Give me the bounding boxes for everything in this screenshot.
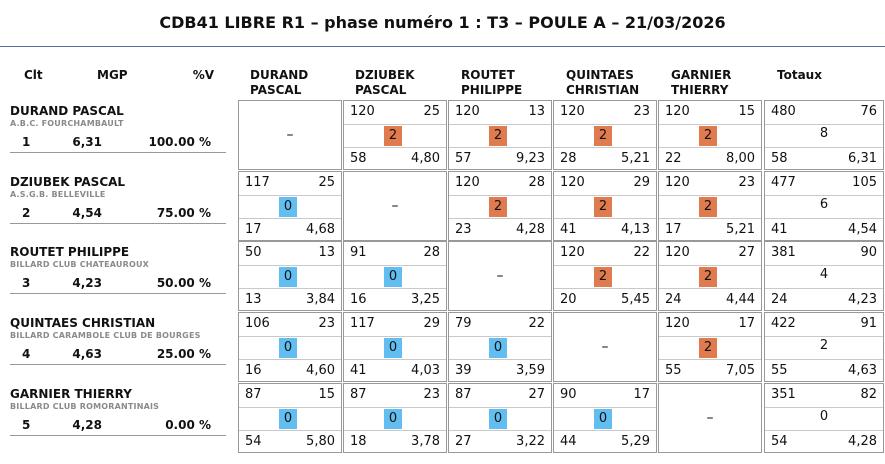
player-underline [10,293,226,294]
match-points-scored: 87 [350,387,367,402]
match-cell [553,383,657,453]
match-cell [343,241,447,311]
match-average: 4,80 [411,151,440,166]
match-innings: 22 [633,245,650,260]
player-rank: 3 [22,276,31,290]
self-match-cell [448,241,552,311]
match-result-band [344,265,446,289]
match-high-run: 18 [350,434,367,449]
self-match-cell [343,171,447,241]
match-points-scored: 87 [455,387,472,402]
total-average: 4,23 [848,292,877,307]
self-match-cell [658,383,762,453]
match-average: 4,60 [306,363,335,378]
header-mgp: MGP [97,68,128,82]
page-title: CDB41 LIBRE R1 – phase numéro 1 : T3 – POULE A – 21/03/2026 [159,13,726,32]
total-match-points-band [765,195,883,219]
header-col-1 [250,68,308,98]
totals-cell [764,383,884,453]
match-innings: 17 [738,316,755,331]
match-points-scored: 91 [350,245,367,260]
match-result-band [449,195,551,219]
player-row-info [0,312,238,382]
self-match-cell [553,312,657,382]
loss-points-badge: 0 [489,338,507,358]
match-points-scored: 120 [665,245,690,260]
match-cell [343,100,447,170]
total-match-points-band [765,265,883,289]
match-average: 5,80 [306,434,335,449]
match-high-run: 27 [455,434,472,449]
empty-dash: – [496,268,504,284]
total-innings: 76 [860,104,877,119]
header-col-3 [461,68,522,98]
header-clt: Clt [24,68,43,82]
header-col-4 [566,68,639,98]
player-club: BILLARD CARAMBOLE CLUB DE BOURGES [10,331,201,340]
player-mgp: 6,31 [72,135,102,149]
match-cell [658,171,762,241]
player-rank: 5 [22,418,31,432]
total-match-points-band [765,407,883,431]
empty-dash: – [706,410,714,426]
match-result-band [449,124,551,148]
match-high-run: 41 [560,222,577,237]
header-totaux: Totaux [777,68,822,82]
match-high-run: 58 [350,151,367,166]
header-col-5 [671,68,731,98]
player-rank: 2 [22,206,31,220]
match-points-scored: 106 [245,316,270,331]
player-underline [10,223,226,224]
player-name: ROUTET PHILIPPE [10,245,130,259]
match-cell [448,171,552,241]
match-high-run: 20 [560,292,577,307]
player-win-percentage: 0.00 % [165,418,211,432]
match-average: 4,03 [411,363,440,378]
match-innings: 17 [633,387,650,402]
match-high-run: 24 [665,292,682,307]
match-average: 5,21 [621,151,650,166]
loss-points-badge: 0 [594,409,612,429]
player-club: A.B.C. FOURCHAMBAULT [10,119,124,128]
match-innings: 23 [318,316,335,331]
match-innings: 29 [423,316,440,331]
match-high-run: 57 [455,151,472,166]
match-high-run: 28 [560,151,577,166]
match-result-band [344,124,446,148]
loss-points-badge: 0 [279,197,297,217]
win-points-badge: 2 [594,126,612,146]
totals-cell [764,312,884,382]
match-result-band [659,265,761,289]
match-average: 3,25 [411,292,440,307]
match-average: 3,22 [516,434,545,449]
match-cell [553,241,657,311]
player-mgp: 4,54 [72,206,102,220]
match-average: 9,23 [516,151,545,166]
loss-points-badge: 0 [384,409,402,429]
match-cell [238,241,342,311]
total-innings: 90 [860,245,877,260]
match-average: 5,21 [726,222,755,237]
match-high-run: 17 [665,222,682,237]
match-high-run: 23 [455,222,472,237]
match-points-scored: 120 [665,104,690,119]
match-innings: 29 [633,175,650,190]
match-average: 8,00 [726,151,755,166]
total-points: 477 [771,175,796,190]
match-average: 3,59 [516,363,545,378]
match-high-run: 16 [245,363,262,378]
total-innings: 82 [860,387,877,402]
match-innings: 27 [528,387,545,402]
match-points-scored: 120 [455,104,480,119]
match-average: 5,45 [621,292,650,307]
empty-dash: – [286,127,294,143]
title-divider [0,46,885,47]
match-cell [448,100,552,170]
win-points-badge: 2 [594,267,612,287]
total-average: 4,54 [848,222,877,237]
match-innings: 25 [423,104,440,119]
header-col-5-line1: GARNIER [671,68,732,82]
total-high-run: 58 [771,151,788,166]
match-points-scored: 120 [350,104,375,119]
win-points-badge: 2 [489,197,507,217]
win-points-badge: 2 [699,197,717,217]
total-match-points: 8 [819,126,829,141]
match-cell [343,312,447,382]
match-points-scored: 120 [560,104,585,119]
match-high-run: 55 [665,363,682,378]
match-points-scored: 117 [350,316,375,331]
empty-dash: – [601,339,609,355]
total-high-run: 24 [771,292,788,307]
match-innings: 25 [318,175,335,190]
match-cell [658,100,762,170]
match-points-scored: 120 [455,175,480,190]
match-high-run: 22 [665,151,682,166]
player-win-percentage: 100.00 % [148,135,211,149]
header-col-1-line2: PASCAL [250,83,302,97]
loss-points-badge: 0 [279,267,297,287]
player-win-percentage: 50.00 % [156,276,211,290]
total-match-points: 0 [819,409,829,424]
player-name: DZIUBEK PASCAL [10,175,126,189]
total-points: 381 [771,245,796,260]
totals-cell [764,100,884,170]
match-average: 3,78 [411,434,440,449]
match-innings: 13 [528,104,545,119]
match-high-run: 54 [245,434,262,449]
match-points-scored: 117 [245,175,270,190]
match-result-band [239,336,341,360]
win-points-badge: 2 [699,267,717,287]
match-average: 4,13 [621,222,650,237]
match-innings: 13 [318,245,335,260]
match-average: 4,68 [306,222,335,237]
match-result-band [344,407,446,431]
total-innings: 105 [852,175,877,190]
match-points-scored: 90 [560,387,577,402]
match-average: 4,44 [726,292,755,307]
loss-points-badge: 0 [279,338,297,358]
match-result-band [344,336,446,360]
header-pct-victories: %V [192,68,214,82]
header-col-3-line1: ROUTET [461,68,515,82]
match-cell [553,171,657,241]
header-col-4-line2: CHRISTIAN [566,83,640,97]
match-cell [238,312,342,382]
win-points-badge: 2 [699,126,717,146]
match-result-band [659,336,761,360]
match-average: 3,84 [306,292,335,307]
player-win-percentage: 25.00 % [156,347,211,361]
match-points-scored: 50 [245,245,262,260]
match-innings: 23 [633,104,650,119]
player-row-info [0,171,238,241]
match-points-scored: 87 [245,387,262,402]
match-high-run: 17 [245,222,262,237]
match-innings: 23 [738,175,755,190]
player-row-info [0,100,238,170]
match-result-band [449,407,551,431]
match-points-scored: 79 [455,316,472,331]
totals-cell [764,171,884,241]
match-result-band [239,407,341,431]
total-match-points: 4 [819,267,829,282]
player-club: BILLARD CLUB ROMORANTINAIS [10,402,160,411]
loss-points-badge: 0 [489,409,507,429]
match-result-band [239,265,341,289]
match-result-band [554,265,656,289]
header-col-2 [355,68,415,98]
player-mgp: 4,28 [72,418,102,432]
self-match-cell [238,100,342,170]
match-innings: 15 [738,104,755,119]
total-match-points-band [765,124,883,148]
match-innings: 28 [423,245,440,260]
total-points: 480 [771,104,796,119]
match-innings: 22 [528,316,545,331]
win-points-badge: 2 [384,126,402,146]
match-cell [238,383,342,453]
player-name: GARNIER THIERRY [10,387,132,401]
match-high-run: 16 [350,292,367,307]
player-rank: 4 [22,347,31,361]
match-cell [658,312,762,382]
match-result-band [449,336,551,360]
win-points-badge: 2 [699,338,717,358]
loss-points-badge: 0 [279,409,297,429]
match-high-run: 41 [350,363,367,378]
total-match-points-band [765,336,883,360]
match-average: 4,28 [516,222,545,237]
match-average: 7,05 [726,363,755,378]
match-innings: 15 [318,387,335,402]
player-rank: 1 [22,135,31,149]
match-high-run: 13 [245,292,262,307]
player-name: QUINTAES CHRISTIAN [10,316,156,330]
total-match-points: 6 [819,197,829,212]
match-points-scored: 120 [560,175,585,190]
total-average: 4,63 [848,363,877,378]
player-row-info [0,383,238,453]
player-win-percentage: 75.00 % [156,206,211,220]
match-result-band [659,195,761,219]
match-result-band [554,195,656,219]
total-match-points: 2 [819,338,829,353]
match-cell [238,171,342,241]
total-points: 422 [771,316,796,331]
win-points-badge: 2 [594,197,612,217]
total-high-run: 41 [771,222,788,237]
total-average: 6,31 [848,151,877,166]
empty-dash: – [391,198,399,214]
match-cell [658,241,762,311]
player-mgp: 4,63 [72,347,102,361]
player-row-info [0,241,238,311]
match-cell [343,383,447,453]
player-club: BILLARD CLUB CHATEAUROUX [10,260,150,269]
header-col-3-line2: PHILIPPE [461,83,523,97]
header-col-4-line1: QUINTAES [566,68,634,82]
totals-cell [764,241,884,311]
total-high-run: 54 [771,434,788,449]
match-cell [448,312,552,382]
player-club: A.S.G.B. BELLEVILLE [10,190,106,199]
match-cell [448,383,552,453]
total-points: 351 [771,387,796,402]
player-underline [10,364,226,365]
match-points-scored: 120 [560,245,585,260]
player-name: DURAND PASCAL [10,104,124,118]
match-high-run: 44 [560,434,577,449]
match-innings: 28 [528,175,545,190]
match-result-band [239,195,341,219]
player-underline [10,152,226,153]
match-result-band [659,124,761,148]
win-points-badge: 2 [489,126,507,146]
match-result-band [554,124,656,148]
total-high-run: 55 [771,363,788,378]
match-points-scored: 120 [665,316,690,331]
player-underline [10,435,226,436]
match-cell [553,100,657,170]
loss-points-badge: 0 [384,267,402,287]
match-result-band [554,407,656,431]
header-col-2-line1: DZIUBEK [355,68,415,82]
match-average: 5,29 [621,434,650,449]
header-col-5-line2: THIERRY [671,83,729,97]
match-points-scored: 120 [665,175,690,190]
player-mgp: 4,23 [72,276,102,290]
match-high-run: 39 [455,363,472,378]
total-average: 4,28 [848,434,877,449]
total-innings: 91 [860,316,877,331]
header-col-1-line1: DURAND [250,68,309,82]
header-col-2-line2: PASCAL [355,83,407,97]
match-innings: 27 [738,245,755,260]
match-innings: 23 [423,387,440,402]
loss-points-badge: 0 [384,338,402,358]
